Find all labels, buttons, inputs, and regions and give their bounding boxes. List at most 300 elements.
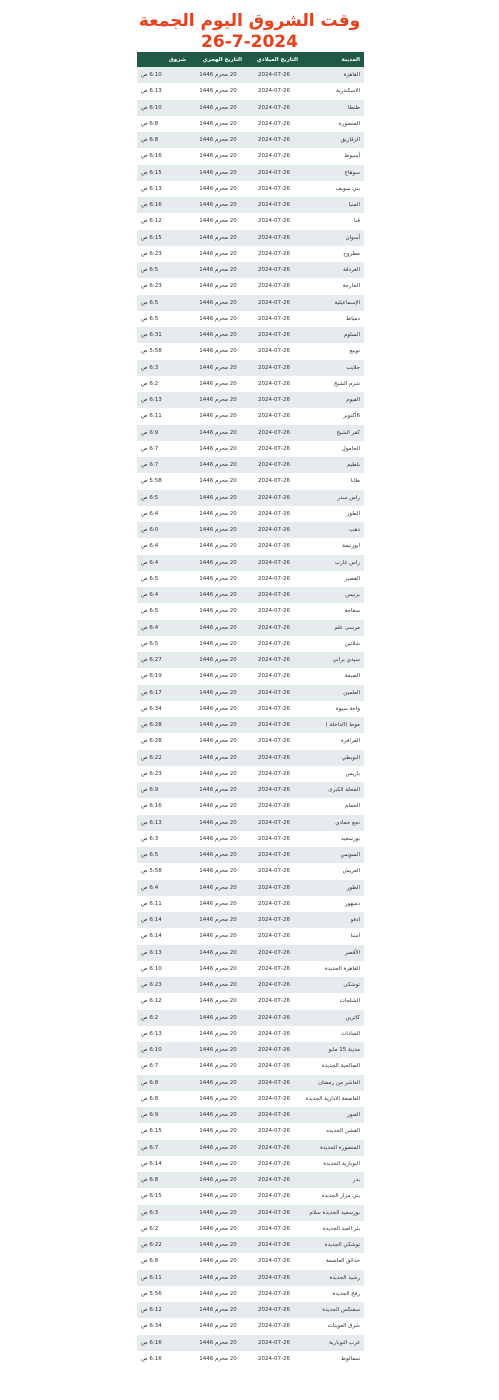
sunrise-time-cell: 6:12 ص [137,1302,190,1318]
gregorian-date-cell: 2024-07-26 [246,1253,302,1269]
city-cell: شلاتين [302,636,364,652]
gregorian-date-cell: 2024-07-26 [246,295,302,311]
hijri-date-cell: 20 محرم 1446 [190,961,246,977]
gregorian-date-cell: 2024-07-26 [246,815,302,831]
city-cell: مدينة 15 مايو [302,1042,364,1058]
table-row [137,993,364,1009]
hijri-date-cell: 20 محرم 1446 [190,1010,246,1026]
hijri-date-cell: 20 محرم 1446 [190,587,246,603]
hijri-date-cell: 20 محرم 1446 [190,295,246,311]
hijri-date-cell: 20 محرم 1446 [190,148,246,164]
city-cell: نويبع [302,343,364,359]
sunrise-time-cell: 6:16 ص [137,798,190,814]
sunrise-time-cell: 6:15 ص [137,230,190,246]
hijri-date-cell: 20 محرم 1446 [190,1302,246,1318]
gregorian-date-cell: 2024-07-26 [246,360,302,376]
table-row [137,538,364,554]
hijri-date-cell: 20 محرم 1446 [190,311,246,327]
sunrise-time-cell: 6:13 ص [137,945,190,961]
hijri-date-cell: 20 محرم 1446 [190,278,246,294]
table-row [137,701,364,717]
gregorian-date-cell: 2024-07-26 [246,1237,302,1253]
hijri-date-cell: 20 محرم 1446 [190,197,246,213]
sunrise-time-cell: 6:23 ص [137,766,190,782]
hijri-date-cell: 20 محرم 1446 [190,1318,246,1334]
hijri-date-cell: 20 محرم 1446 [190,896,246,912]
city-cell: العاشر من رمضان [302,1075,364,1091]
table-row [137,490,364,506]
hijri-date-cell: 20 محرم 1446 [190,603,246,619]
gregorian-date-cell: 2024-07-26 [246,67,302,83]
table-row [137,766,364,782]
table-row [137,327,364,343]
table-row [137,945,364,961]
city-cell: الفرافرة [302,733,364,749]
city-cell: بني سويف [302,181,364,197]
sunrise-time-cell: 5:58 ص [137,343,190,359]
gregorian-date-cell: 2024-07-26 [246,1091,302,1107]
city-cell: دهب [302,522,364,538]
hijri-date-cell: 20 محرم 1446 [190,636,246,652]
sunrise-time-cell: 6:34 ص [137,701,190,717]
sunrise-time-cell: 6:4 ص [137,506,190,522]
table-row [137,506,364,522]
hijri-date-cell: 20 محرم 1446 [190,67,246,83]
city-cell: أسوان [302,230,364,246]
gregorian-date-cell: 2024-07-26 [246,571,302,587]
hijri-date-cell: 20 محرم 1446 [190,847,246,863]
sunrise-time-cell: 6:5 ص [137,311,190,327]
hijri-date-cell: 20 محرم 1446 [190,977,246,993]
gregorian-date-cell: 2024-07-26 [246,750,302,766]
table-row [137,1156,364,1172]
header-hijri-date: التاريخ الهجري [190,52,246,67]
gregorian-date-cell: 2024-07-26 [246,977,302,993]
sunrise-time-cell: 6:5 ص [137,295,190,311]
sunrise-time-cell: 6:14 ص [137,912,190,928]
city-cell: المحلة الكبرى [302,782,364,798]
sunrise-time-cell: 6:28 ص [137,733,190,749]
city-cell: توشكي الجديدة [302,1237,364,1253]
table-row [137,668,364,684]
sunrise-time-cell: 6:9 ص [137,425,190,441]
sunrise-time-cell: 6:23 ص [137,977,190,993]
city-cell: بورسعيد الجديدة سلام [302,1205,364,1221]
city-cell: مطروح [302,246,364,262]
gregorian-date-cell: 2024-07-26 [246,132,302,148]
table-row [137,847,364,863]
city-cell: الحمام [302,798,364,814]
table-row [137,1172,364,1188]
hijri-date-cell: 20 محرم 1446 [190,116,246,132]
city-cell: الأقصر [302,945,364,961]
sunrise-time-cell: 6:16 ص [137,148,190,164]
table-row [137,1351,364,1367]
hijri-date-cell: 20 محرم 1446 [190,912,246,928]
hijri-date-cell: 20 محرم 1446 [190,246,246,262]
city-cell: طنطا [302,100,364,116]
gregorian-date-cell: 2024-07-26 [246,213,302,229]
city-cell: دمنهور [302,896,364,912]
sunrise-time-cell: 6:13 ص [137,181,190,197]
city-cell: اسنا [302,928,364,944]
gregorian-date-cell: 2024-07-26 [246,473,302,489]
city-cell: 6أكتوبر [302,408,364,424]
sunrise-time-cell: 6:8 ص [137,1253,190,1269]
table-row [137,1058,364,1074]
hijri-date-cell: 20 محرم 1446 [190,717,246,733]
hijri-date-cell: 20 محرم 1446 [190,815,246,831]
hijri-date-cell: 20 محرم 1446 [190,506,246,522]
gregorian-date-cell: 2024-07-26 [246,717,302,733]
table-row [137,1205,364,1221]
gregorian-date-cell: 2024-07-26 [246,1221,302,1237]
table-row [137,473,364,489]
sunrise-time-cell: 6:9 ص [137,782,190,798]
table-row [137,1270,364,1286]
gregorian-date-cell: 2024-07-26 [246,555,302,571]
sunrise-time-cell: 6:16 ص [137,1351,190,1367]
gregorian-date-cell: 2024-07-26 [246,993,302,1009]
hijri-date-cell: 20 محرم 1446 [190,165,246,181]
sunrise-time-cell: 6:7 ص [137,441,190,457]
gregorian-date-cell: 2024-07-26 [246,701,302,717]
city-cell: السويس [302,847,364,863]
gregorian-date-cell: 2024-07-26 [246,798,302,814]
table-row [137,1091,364,1107]
city-cell: شرم الشيخ [302,376,364,392]
city-cell: الحامول [302,441,364,457]
city-cell: القاهرة [302,67,364,83]
sunrise-time-cell: 6:5 ص [137,636,190,652]
sunrise-time-cell: 6:17 ص [137,685,190,701]
city-cell: حدائق العاصمة [302,1253,364,1269]
city-cell: الغردقة [302,262,364,278]
gregorian-date-cell: 2024-07-26 [246,603,302,619]
city-cell: رفح الجديدة [302,1286,364,1302]
table-row [137,603,364,619]
gregorian-date-cell: 2024-07-26 [246,181,302,197]
city-cell: المنصورة الجديدة [302,1140,364,1156]
city-cell: راس غارب [302,555,364,571]
hijri-date-cell: 20 محرم 1446 [190,1253,246,1269]
gregorian-date-cell: 2024-07-26 [246,230,302,246]
hijri-date-cell: 20 محرم 1446 [190,376,246,392]
gregorian-date-cell: 2024-07-26 [246,441,302,457]
hijri-date-cell: 20 محرم 1446 [190,750,246,766]
sunrise-time-cell: 6:10 ص [137,1042,190,1058]
table-row [137,100,364,116]
sunrise-time-cell: 6:4 ص [137,880,190,896]
sunrise-time-cell: 6:22 ص [137,1237,190,1253]
city-cell: سفاجة [302,603,364,619]
hijri-date-cell: 20 محرم 1446 [190,1140,246,1156]
sunrise-time-cell: 6:34 ص [137,1318,190,1334]
table-row [137,912,364,928]
gregorian-date-cell: 2024-07-26 [246,148,302,164]
gregorian-date-cell: 2024-07-26 [246,587,302,603]
hijri-date-cell: 20 محرم 1446 [190,798,246,814]
table-header [137,52,364,67]
hijri-date-cell: 20 محرم 1446 [190,360,246,376]
hijri-date-cell: 20 محرم 1446 [190,863,246,879]
sunrise-time-cell: 6:4 ص [137,620,190,636]
city-cell: توشكى [302,977,364,993]
city-cell: الإسماعيلية [302,295,364,311]
gregorian-date-cell: 2024-07-26 [246,896,302,912]
gregorian-date-cell: 2024-07-26 [246,685,302,701]
sunrise-time-cell: 6:0 ص [137,522,190,538]
city-cell: الطور [302,880,364,896]
hijri-date-cell: 20 محرم 1446 [190,1026,246,1042]
table-row [137,1026,364,1042]
table-row [137,1107,364,1123]
city-cell: سوهاج [302,165,364,181]
hijri-date-cell: 20 محرم 1446 [190,1058,246,1074]
gregorian-date-cell: 2024-07-26 [246,278,302,294]
table-row [137,425,364,441]
table-row [137,1286,364,1302]
gregorian-date-cell: 2024-07-26 [246,376,302,392]
table-row [137,278,364,294]
hijri-date-cell: 20 محرم 1446 [190,831,246,847]
gregorian-date-cell: 2024-07-26 [246,636,302,652]
hijri-date-cell: 20 محرم 1446 [190,343,246,359]
sunrise-time-cell: 6:3 ص [137,360,190,376]
sunrise-time-cell: 6:15 ص [137,1123,190,1139]
city-cell: القصير [302,571,364,587]
hijri-date-cell: 20 محرم 1446 [190,555,246,571]
table-row [137,1302,364,1318]
title-line-day: وقت الشروق اليوم الجمعة [138,11,361,31]
sunrise-time-cell: 6:15 ص [137,1188,190,1204]
gregorian-date-cell: 2024-07-26 [246,490,302,506]
gregorian-date-cell: 2024-07-26 [246,831,302,847]
gregorian-date-cell: 2024-07-26 [246,928,302,944]
table-row [137,148,364,164]
city-cell: كفر الشيخ [302,425,364,441]
table-row [137,83,364,99]
hijri-date-cell: 20 محرم 1446 [190,408,246,424]
sunrise-time-cell: 6:7 ص [137,457,190,473]
hijri-date-cell: 20 محرم 1446 [190,83,246,99]
hijri-date-cell: 20 محرم 1446 [190,1156,246,1172]
sunrise-time-cell: 6:15 ص [137,165,190,181]
sunrise-time-cell: 6:4 ص [137,587,190,603]
hijri-date-cell: 20 محرم 1446 [190,327,246,343]
table-row [137,733,364,749]
city-cell: الفشن الجديده [302,1123,364,1139]
sunrise-time-cell: 6:8 ص [137,1172,190,1188]
hijri-date-cell: 20 محرم 1446 [190,213,246,229]
table-row [137,798,364,814]
gregorian-date-cell: 2024-07-26 [246,1010,302,1026]
sunrise-time-cell: 6:2 ص [137,1221,190,1237]
table-row [137,1221,364,1237]
hijri-date-cell: 20 محرم 1446 [190,392,246,408]
city-cell: السادات [302,1026,364,1042]
hijri-date-cell: 20 محرم 1446 [190,782,246,798]
gregorian-date-cell: 2024-07-26 [246,1172,302,1188]
table-row [137,197,364,213]
table-row [137,67,364,83]
sunrise-time-cell: 6:27 ص [137,652,190,668]
table-row [137,1042,364,1058]
city-cell: واحة سيوة [302,701,364,717]
city-cell: الاسكندرية [302,83,364,99]
gregorian-date-cell: 2024-07-26 [246,1156,302,1172]
table-row [137,116,364,132]
gregorian-date-cell: 2024-07-26 [246,1351,302,1367]
table-row [137,782,364,798]
table-row [137,360,364,376]
hijri-date-cell: 20 محرم 1446 [190,1351,246,1367]
city-cell: راس سدر [302,490,364,506]
gregorian-date-cell: 2024-07-26 [246,1123,302,1139]
city-cell: برنيس [302,587,364,603]
header-city: المدينة [302,52,364,67]
city-cell: سفنكس الجديدة [302,1302,364,1318]
gregorian-date-cell: 2024-07-26 [246,961,302,977]
sunrise-time-cell: 6:13 ص [137,815,190,831]
gregorian-date-cell: 2024-07-26 [246,847,302,863]
gregorian-date-cell: 2024-07-26 [246,863,302,879]
hijri-date-cell: 20 محرم 1446 [190,132,246,148]
gregorian-date-cell: 2024-07-26 [246,100,302,116]
city-cell: رشيد الجديدة [302,1270,364,1286]
hijri-date-cell: 20 محرم 1446 [190,425,246,441]
city-cell: ادفو [302,912,364,928]
sunrise-time-cell: 6:28 ص [137,717,190,733]
hijri-date-cell: 20 محرم 1446 [190,1270,246,1286]
table-row [137,571,364,587]
table-row [137,132,364,148]
city-cell: العلمين [302,685,364,701]
table-row [137,620,364,636]
sunrise-time-cell: 6:2 ص [137,1010,190,1026]
hijri-date-cell: 20 محرم 1446 [190,668,246,684]
sunrise-time-cell: 5:58 ص [137,863,190,879]
table-row [137,522,364,538]
hijri-date-cell: 20 محرم 1446 [190,1075,246,1091]
city-cell: سمالوط [302,1351,364,1367]
gregorian-date-cell: 2024-07-26 [246,782,302,798]
table-row [137,717,364,733]
city-cell: الصالحية الجديدة [302,1058,364,1074]
sunrise-time-cell: 6:23 ص [137,246,190,262]
gregorian-date-cell: 2024-07-26 [246,668,302,684]
city-cell: كاترين [302,1010,364,1026]
sunrise-time-cell: 6:23 ص [137,278,190,294]
table-row [137,392,364,408]
gregorian-date-cell: 2024-07-26 [246,1286,302,1302]
sunrise-time-cell: 6:8 ص [137,1075,190,1091]
hijri-date-cell: 20 محرم 1446 [190,1172,246,1188]
hijri-date-cell: 20 محرم 1446 [190,1205,246,1221]
table-header-row [137,52,364,67]
hijri-date-cell: 20 محرم 1446 [190,620,246,636]
table-row [137,230,364,246]
sunrise-time-cell: 6:2 ص [137,376,190,392]
gregorian-date-cell: 2024-07-26 [246,425,302,441]
city-cell: بدر [302,1172,364,1188]
table-row [137,441,364,457]
gregorian-date-cell: 2024-07-26 [246,1042,302,1058]
hijri-date-cell: 20 محرم 1446 [190,457,246,473]
table-row [137,295,364,311]
city-cell: العاصمة الادارية الجديدة [302,1091,364,1107]
sunrise-time-cell: 6:22 ص [137,750,190,766]
sunrise-time-cell: 6:16 ص [137,1335,190,1351]
table-row [137,587,364,603]
sunrise-time-cell: 6:19 ص [137,668,190,684]
hijri-date-cell: 20 محرم 1446 [190,262,246,278]
city-cell: مرسى علم [302,620,364,636]
city-cell: ابوزنيمة [302,538,364,554]
city-cell: أسيوط [302,148,364,164]
sunrise-time-cell: 6:10 ص [137,961,190,977]
city-cell: الطور [302,506,364,522]
gregorian-date-cell: 2024-07-26 [246,1026,302,1042]
table-row [137,457,364,473]
hijri-date-cell: 20 محرم 1446 [190,766,246,782]
table-row [137,1010,364,1026]
sunrise-time-cell: 6:5 ص [137,262,190,278]
table-row [137,165,364,181]
city-cell: بورسعيد [302,831,364,847]
table-row [137,1075,364,1091]
city-cell: قنا [302,213,364,229]
table-row [137,1123,364,1139]
sunrise-time-cell: 6:14 ص [137,1156,190,1172]
gregorian-date-cell: 2024-07-26 [246,945,302,961]
hijri-date-cell: 20 محرم 1446 [190,685,246,701]
city-cell: القاهرة الجديدة [302,961,364,977]
table-row [137,181,364,197]
hijri-date-cell: 20 محرم 1446 [190,1286,246,1302]
table-row [137,262,364,278]
hijri-date-cell: 20 محرم 1446 [190,490,246,506]
table-row [137,815,364,831]
city-cell: بني مزار الجديده [302,1188,364,1204]
sunrise-time-cell: 6:13 ص [137,1026,190,1042]
sunrise-time-cell: 6:14 ص [137,928,190,944]
city-cell: الفيوم [302,392,364,408]
gregorian-date-cell: 2024-07-26 [246,83,302,99]
sunrise-time-cell: 6:11 ص [137,1270,190,1286]
sunrise-time-cell: 6:3 ص [137,1205,190,1221]
gregorian-date-cell: 2024-07-26 [246,506,302,522]
gregorian-date-cell: 2024-07-26 [246,1058,302,1074]
city-cell: نجع حمادي [302,815,364,831]
table-row [137,408,364,424]
page-title [0,0,499,52]
table-row [137,652,364,668]
sunrise-time-cell: 6:8 ص [137,116,190,132]
city-cell: الزقازيق [302,132,364,148]
sunrise-time-cell: 6:5 ص [137,847,190,863]
table-row [137,311,364,327]
table-row [137,1318,364,1334]
city-cell: النوبارية الجديدة [302,1156,364,1172]
gregorian-date-cell: 2024-07-26 [246,1188,302,1204]
table-row [137,831,364,847]
table-row [137,685,364,701]
gregorian-date-cell: 2024-07-26 [246,408,302,424]
sunrise-time-cell: 6:4 ص [137,538,190,554]
hijri-date-cell: 20 محرم 1446 [190,230,246,246]
gregorian-date-cell: 2024-07-26 [246,392,302,408]
